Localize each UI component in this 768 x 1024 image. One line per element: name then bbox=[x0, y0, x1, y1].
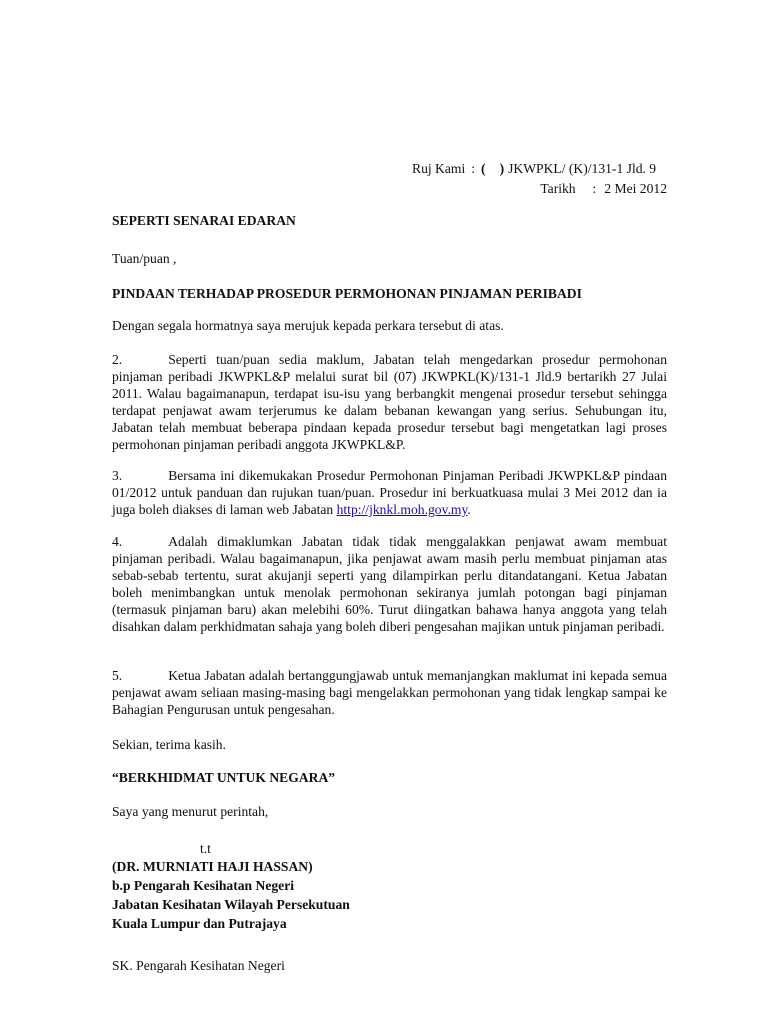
paragraph-2 bbox=[112, 351, 667, 453]
paragraph-5 bbox=[112, 667, 667, 718]
signatory-title: b.p Pengarah Kesihatan Negeri bbox=[112, 878, 295, 893]
paragraph-4-number: 4. bbox=[112, 534, 123, 549]
salutation: Tuan/puan , bbox=[112, 251, 177, 266]
paragraph-3-end: . bbox=[467, 502, 471, 517]
paragraph-2-number: 2. bbox=[112, 352, 123, 367]
opening-paragraph: Dengan segala hormatnya saya merujuk kepada perkara tersebut di atas. bbox=[112, 318, 504, 333]
signatory-location: Kuala Lumpur dan Putrajaya bbox=[112, 916, 287, 931]
cc-line: SK. Pengarah Kesihatan Negeri bbox=[112, 958, 285, 973]
ruj-kami-value: JKWPKL/ (K)/131-1 Jld. 9 bbox=[508, 160, 657, 176]
closing-line: Sekian, terima kasih. bbox=[112, 737, 227, 752]
tarikh-label: Tarikh bbox=[540, 180, 576, 196]
paragraph-4-text: Adalah dimaklumkan Jabatan tidak tidak menggalakkan penjawat awam membuat pinjaman peribadi. Walau bagaimanapun, jika penjawat awam masih perlu membuat pinjaman atas sebab-sebab tertentu, surat akujanji seperti yang dilampirkan perlu ditandatangani. Ketua Jabatan boleh menimbangkan untuk menolak permohonan sekiranya jumlah potongan bagi pinjaman (termasuk pinjaman baru) akan melebihi 60%. Turut diingatkan bahawa hanya anggota yang telah disahkan dalam perkhidmatan sahaja yang boleh diberi pengesahan majikan untuk pinjaman peribadi. bbox=[112, 534, 667, 634]
paragraph-5-number: 5. bbox=[112, 668, 123, 683]
paragraph-4 bbox=[112, 533, 667, 635]
tarikh-value: 2 Mei 2012 bbox=[604, 180, 667, 196]
sign-intro: Saya yang menurut perintah, bbox=[112, 804, 269, 819]
ruj-kami-label: Ruj Kami bbox=[412, 160, 466, 176]
signed-mark: t.t bbox=[200, 841, 211, 856]
reference-block bbox=[412, 157, 667, 197]
ruj-paren-close: ) bbox=[499, 160, 505, 176]
subject-line: PINDAAN TERHADAP PROSEDUR PERMOHONAN PINJAMAN PERIBADI bbox=[112, 286, 582, 301]
paragraph-5-text: Ketua Jabatan adalah bertanggungjawab untuk memanjangkan maklumat ini kepada semua penjawat awam seliaan masing-masing bagi mengelakkan permohonan yang tidak lengkap sampai ke Bahagian Pengurusan untuk pengesahan. bbox=[112, 668, 667, 717]
signatory-name: (DR. MURNIATI HAJI HASSAN) bbox=[112, 859, 313, 874]
ruj-paren-open: ( bbox=[481, 160, 486, 176]
tarikh-row bbox=[412, 179, 667, 197]
signatory-department: Jabatan Kesihatan Wilayah Persekutuan bbox=[112, 897, 350, 912]
paragraph-2-text: Seperti tuan/puan sedia maklum, Jabatan telah mengedarkan prosedur permohonan pinjaman peribadi JKWPKL&P melalui surat bil (07) JKWPKL(K)/131-1 Jld.9 bertarikh 27 Julai 2011. Walau bagaimanapun, terdapat isu-isu yang berbangkit mengenai prosedur tersebut sehingga terdapat penjawat awam terjerumus ke dalam bebanan kewangan yang serius. Sehubungan itu, Jabatan telah membuat beberapa pindaan kepada prosedur tersebut bagi mengetatkan lagi proses permohonan pinjaman peribadi anggota JKWPKL&P. bbox=[112, 352, 667, 452]
ruj-kami-colon: : bbox=[471, 160, 476, 176]
paragraph-3-text: Bersama ini dikemukakan Prosedur Permohonan Pinjaman Peribadi JKWPKL&P pindaan 01/2012 untuk panduan dan rujukan tuan/puan. Prosedur ini berkuatkuasa mulai 3 Mei 2012 dan ia juga boleh diakses di laman web Jabatan bbox=[112, 468, 667, 517]
tarikh-colon: : bbox=[592, 180, 597, 196]
ruj-kami-row bbox=[412, 157, 667, 179]
recipient-line: SEPERTI SENARAI EDARAN bbox=[112, 213, 296, 228]
paragraph-3 bbox=[112, 467, 667, 518]
motto: “BERKHIDMAT UNTUK NEGARA” bbox=[112, 770, 336, 785]
paragraph-3-number: 3. bbox=[112, 468, 123, 483]
jabatan-website-link[interactable]: http://jknkl.moh.gov.my bbox=[336, 502, 468, 517]
